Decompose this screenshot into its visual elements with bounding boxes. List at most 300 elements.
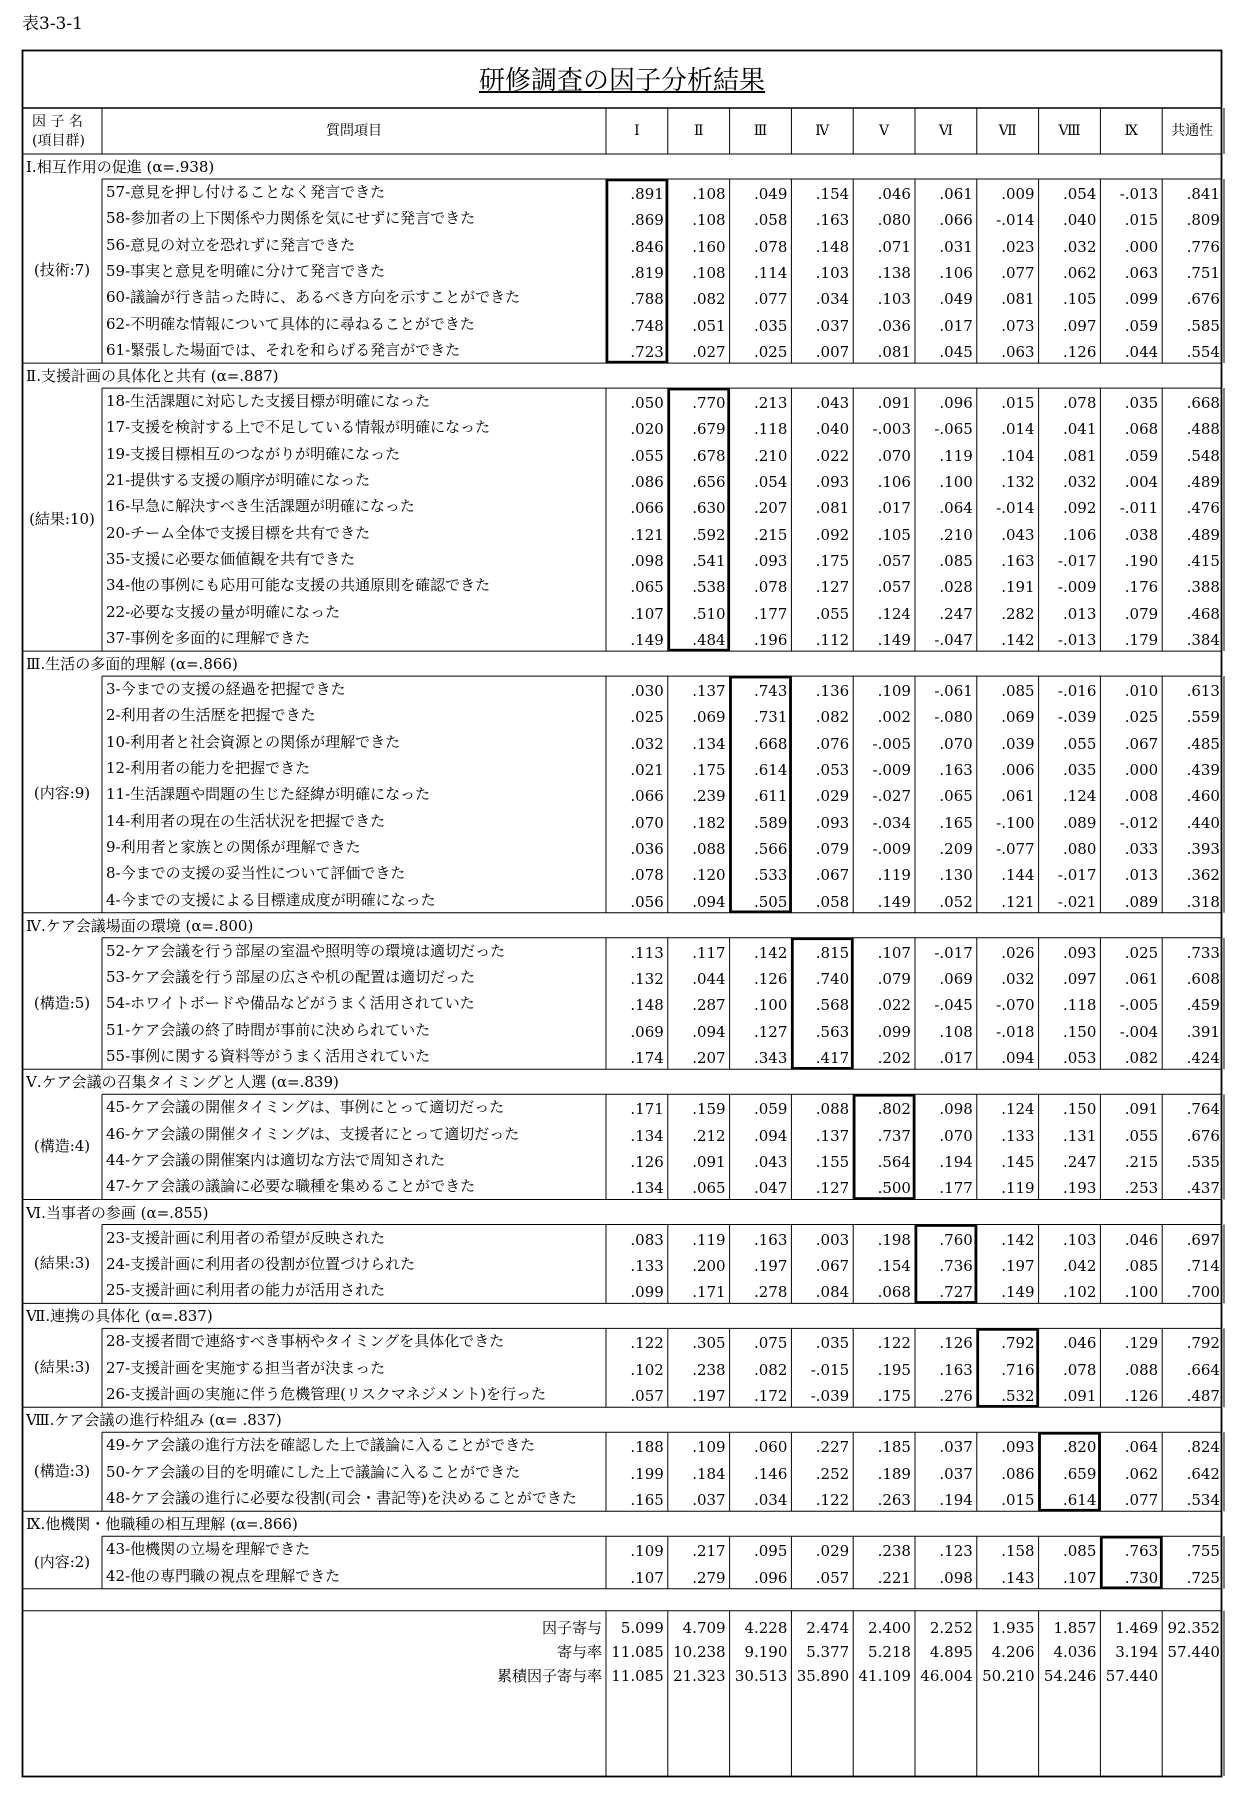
- loading-value: .676: [1186, 1126, 1220, 1145]
- loading-value: .238: [877, 1542, 911, 1561]
- loading-value: .079: [877, 970, 911, 989]
- loading-value: .305: [692, 1334, 726, 1353]
- loading-value: .062: [1124, 1464, 1159, 1483]
- loading-value: .415: [1186, 551, 1220, 570]
- loading-value: .820: [1062, 1438, 1097, 1457]
- summary-value: 1.469: [1115, 1618, 1159, 1637]
- loading-value: .015: [1001, 394, 1035, 413]
- loading-value: .082: [815, 708, 850, 727]
- summary-value: 4.895: [929, 1642, 973, 1661]
- loading-value: .489: [1186, 473, 1220, 491]
- loading-value: .089: [1124, 892, 1159, 911]
- loading-value: .021: [630, 761, 664, 779]
- loading-value: .089: [1062, 813, 1097, 832]
- question-item: 51-ケア会議の終了時間が事前に決められていた: [106, 1020, 431, 1039]
- loading-value: .548: [1186, 446, 1220, 465]
- loading-value: .144: [1001, 866, 1035, 885]
- loading-value: .052: [939, 892, 973, 911]
- group-category-4: (構造:5): [33, 993, 91, 1012]
- loading-value: .043: [753, 1152, 788, 1171]
- loading-value: -.045: [934, 996, 973, 1015]
- loading-value: .731: [753, 708, 788, 727]
- loading-value: .190: [1124, 551, 1159, 570]
- loading-value: .238: [692, 1360, 726, 1379]
- summary-value: 11.085: [611, 1666, 664, 1685]
- question-item: 26-支援計画の実施に伴う危機管理(リスクマネジメント)を行った: [106, 1385, 547, 1403]
- loading-value: .134: [692, 734, 726, 753]
- loading-value: .163: [815, 211, 850, 230]
- loading-value: .045: [939, 342, 973, 361]
- loading-value: .148: [630, 996, 664, 1015]
- loading-value: .614: [1062, 1490, 1097, 1509]
- header-communality: 共通性: [1171, 123, 1214, 139]
- loading-value: .043: [1001, 525, 1035, 544]
- loading-value: -.003: [872, 420, 911, 439]
- loading-value: .217: [692, 1542, 726, 1561]
- question-item: 27-支援計画を実施する担当者が決まった: [106, 1358, 386, 1377]
- loading-value: .069: [1001, 708, 1035, 727]
- loading-value: .055: [1124, 1126, 1159, 1145]
- loading-value: .207: [692, 1049, 726, 1067]
- loading-value: .047: [753, 1179, 788, 1198]
- loading-value: .057: [630, 1387, 664, 1405]
- loading-value: .081: [815, 499, 850, 518]
- group-title-7: Ⅶ.連携の具体化 (α=.837): [26, 1307, 213, 1326]
- loading-value: .174: [630, 1049, 664, 1067]
- loading-value: .137: [692, 682, 726, 701]
- question-item: 37-事例を多面的に理解できた: [106, 628, 311, 647]
- question-item: 48-ケア会議の進行に必要な役割(司会・書記等)を決めることができた: [106, 1488, 577, 1507]
- loading-value: .027: [692, 342, 726, 361]
- loading-value: .076: [815, 734, 850, 753]
- loading-value: .362: [1186, 866, 1220, 885]
- loading-value: .037: [939, 1464, 973, 1483]
- header-factor-name: 因 子 名: [32, 114, 83, 130]
- loading-value: .106: [939, 263, 973, 282]
- loading-value: .017: [939, 316, 973, 335]
- loading-value: .098: [939, 1568, 973, 1587]
- loading-value: .668: [753, 734, 788, 753]
- loading-value: .040: [1062, 211, 1097, 230]
- loading-value: .119: [939, 446, 973, 465]
- summary-label: 因子寄与: [541, 1618, 602, 1637]
- loading-value: .388: [1186, 578, 1220, 597]
- group-category-3: (内容:9): [33, 784, 91, 803]
- loading-value: -.080: [934, 708, 973, 727]
- loading-value: .723: [630, 342, 664, 361]
- loading-value: .044: [692, 970, 726, 989]
- group-title-2: Ⅱ.支援計画の具体化と共有 (α=.887): [26, 367, 279, 386]
- loading-value: .068: [877, 1283, 911, 1302]
- loading-value: .013: [1062, 604, 1097, 623]
- loading-value: .119: [692, 1230, 726, 1249]
- loading-value: .792: [1186, 1334, 1220, 1353]
- loading-value: .122: [630, 1334, 664, 1353]
- loading-value: .108: [939, 1022, 973, 1041]
- loading-value: .058: [815, 892, 850, 911]
- question-item: 45-ケア会議の開催タイミングは、事例にとって適切だった: [106, 1098, 505, 1117]
- loading-value: .025: [753, 342, 788, 361]
- loading-value: .057: [815, 1568, 850, 1587]
- loading-value: .059: [1124, 446, 1159, 465]
- loading-value: .014: [1001, 420, 1035, 439]
- loading-value: .318: [1186, 892, 1220, 911]
- loading-value: .088: [815, 1100, 850, 1119]
- question-item: 2-利用者の生活歴を把握できた: [106, 706, 316, 725]
- summary-value: 1.935: [991, 1618, 1035, 1637]
- question-item: 44-ケア会議の開催案内は適切な方法で周知された: [106, 1150, 446, 1169]
- loading-value: .064: [939, 499, 973, 518]
- question-item: 57-意見を押し付けることなく発言できた: [106, 183, 386, 201]
- loading-value: .092: [815, 525, 850, 544]
- loading-value: .215: [753, 525, 788, 544]
- summary-value: 57.440: [1105, 1666, 1159, 1685]
- loading-value: .253: [1124, 1179, 1159, 1198]
- loading-value: .085: [1124, 1256, 1159, 1275]
- loading-value: .100: [939, 473, 973, 491]
- loading-value: .459: [1186, 996, 1220, 1015]
- loading-value: .107: [877, 943, 911, 962]
- loading-value: .050: [630, 394, 664, 413]
- loading-value: .133: [630, 1256, 664, 1275]
- loading-value: .059: [753, 1100, 788, 1119]
- loading-value: .069: [630, 1022, 664, 1041]
- loading-value: .149: [630, 630, 664, 649]
- loading-value: .082: [753, 1360, 788, 1379]
- loading-value: .763: [1124, 1542, 1159, 1561]
- loading-value: .287: [692, 996, 726, 1015]
- loading-value: .119: [877, 866, 911, 885]
- loading-value: -.047: [934, 630, 973, 649]
- loading-value: .103: [815, 263, 850, 282]
- loading-value: -.017: [1057, 866, 1097, 885]
- loading-value: .127: [815, 1179, 850, 1198]
- loading-value: .032: [1062, 473, 1097, 491]
- loading-value: .097: [1062, 970, 1097, 989]
- summary-value: 5.377: [806, 1642, 850, 1661]
- loading-value: .163: [753, 1230, 788, 1249]
- loading-value: .037: [692, 1490, 726, 1509]
- loading-value: .160: [692, 237, 726, 256]
- factor-analysis-table: [22, 50, 1222, 1777]
- loading-value: .046: [1062, 1334, 1097, 1353]
- group-title-9: Ⅸ.他機関・他職種の相互理解 (α=.866): [26, 1515, 298, 1534]
- loading-value: .093: [815, 473, 850, 491]
- loading-value: .563: [815, 1022, 850, 1041]
- loading-value: .532: [1001, 1387, 1035, 1405]
- loading-value: .824: [1186, 1438, 1220, 1457]
- loading-value: .510: [692, 604, 726, 623]
- loading-value: .678: [692, 446, 726, 465]
- summary-value: 10.238: [673, 1642, 726, 1661]
- loading-value: .096: [939, 394, 973, 413]
- loading-value: .107: [1062, 1568, 1097, 1587]
- loading-value: .070: [630, 813, 664, 832]
- question-item: 3-今までの支援の経過を把握できた: [106, 680, 346, 699]
- question-item: 56-意見の対立を恐れずに発言できた: [106, 235, 356, 254]
- loading-value: .081: [1062, 446, 1097, 465]
- loading-value: .088: [692, 839, 726, 858]
- loading-value: .154: [877, 1256, 911, 1275]
- loading-value: .009: [1001, 185, 1035, 203]
- loading-value: .071: [877, 237, 911, 256]
- loading-value: .003: [815, 1230, 850, 1249]
- question-item: 52-ケア会議を行う部屋の室温や照明等の環境は適切だった: [106, 941, 506, 960]
- loading-value: .077: [753, 290, 788, 309]
- loading-value: .034: [753, 1490, 788, 1509]
- question-item: 10-利用者と社会資源との関係が理解できた: [106, 732, 401, 751]
- loading-value: .056: [630, 892, 664, 911]
- question-item: 62-不明確な情報について具体的に尋ねることができた: [106, 314, 475, 333]
- loading-value: .177: [753, 604, 788, 623]
- loading-value: .062: [1062, 263, 1097, 282]
- question-item: 23-支援計画に利用者の希望が反映された: [106, 1228, 386, 1247]
- loading-value: .819: [630, 263, 664, 282]
- loading-value: .589: [753, 813, 788, 832]
- loading-value: .188: [630, 1438, 664, 1457]
- loading-value: .008: [1124, 787, 1159, 806]
- loading-value: .566: [753, 839, 788, 858]
- loading-value: .439: [1186, 761, 1220, 779]
- question-item: 55-事例に関する資料等がうまく活用されていた: [106, 1047, 431, 1065]
- loading-value: .247: [939, 604, 973, 623]
- loading-value: .065: [692, 1179, 726, 1198]
- loading-value: .092: [1062, 499, 1097, 518]
- loading-value: .004: [1124, 473, 1159, 491]
- question-item: 12-利用者の能力を把握できた: [106, 759, 311, 777]
- loading-value: -.018: [996, 1022, 1035, 1041]
- loading-value: .476: [1186, 499, 1220, 518]
- loading-value: .725: [1186, 1568, 1220, 1587]
- loading-value: .121: [1001, 892, 1035, 911]
- loading-value: .036: [630, 839, 664, 858]
- loading-value: -.077: [996, 839, 1035, 858]
- loading-value: .163: [939, 1360, 973, 1379]
- loading-value: .792: [1001, 1334, 1035, 1353]
- loading-value: .078: [630, 866, 664, 885]
- loading-value: -.017: [1057, 551, 1097, 570]
- loading-value: .020: [630, 420, 664, 439]
- loading-value: .035: [753, 316, 788, 335]
- loading-value: .109: [692, 1438, 726, 1457]
- loading-value: .098: [939, 1100, 973, 1119]
- loading-value: .093: [1001, 1438, 1035, 1457]
- loading-value: .085: [1062, 1542, 1097, 1561]
- loading-value: .094: [692, 892, 726, 911]
- loading-value: .127: [753, 1022, 788, 1041]
- loading-value: .630: [692, 499, 726, 518]
- summary-value: 9.190: [744, 1642, 788, 1661]
- question-item: 28-支援者間で連絡すべき事柄やタイミングを具体化できた: [106, 1332, 505, 1351]
- summary-value: 5.218: [868, 1642, 911, 1661]
- loading-value: .051: [692, 316, 726, 335]
- loading-value: .098: [630, 551, 664, 570]
- loading-value: .078: [753, 578, 788, 597]
- loading-value: .013: [1124, 866, 1159, 885]
- loading-value: .054: [1062, 185, 1097, 203]
- loading-value: .032: [1001, 970, 1035, 989]
- loading-value: .700: [1186, 1283, 1220, 1302]
- loading-value: .053: [815, 761, 850, 779]
- loading-value: -.013: [1119, 185, 1159, 203]
- loading-value: .107: [630, 604, 664, 623]
- loading-value: .053: [1062, 1049, 1097, 1067]
- group-title-4: Ⅳ.ケア会議場面の環境 (α=.800): [26, 916, 254, 935]
- loading-value: .132: [630, 970, 664, 989]
- header-factor-8: Ⅷ: [1058, 123, 1081, 139]
- loading-value: -.009: [1057, 578, 1097, 597]
- loading-value: .000: [1124, 761, 1159, 779]
- loading-value: .505: [753, 892, 788, 911]
- loading-value: .142: [753, 943, 788, 962]
- loading-value: .118: [1062, 996, 1097, 1015]
- summary-value: 41.109: [858, 1666, 911, 1685]
- header-question: 質問項目: [326, 123, 382, 139]
- loading-value: .029: [815, 787, 850, 806]
- loading-value: .061: [1124, 970, 1159, 989]
- loading-value: .123: [939, 1542, 973, 1561]
- loading-value: .077: [1001, 263, 1035, 282]
- loading-value: .108: [692, 211, 726, 230]
- loading-value: .149: [877, 630, 911, 649]
- loading-value: -.039: [1057, 708, 1097, 727]
- question-item: 61-緊張した場面では、それを和らげる発言ができた: [106, 340, 461, 359]
- loading-value: .239: [692, 787, 726, 806]
- loading-value: .770: [692, 394, 726, 413]
- question-item: 21-提供する支援の順序が明確になった: [106, 471, 371, 489]
- loading-value: .002: [877, 708, 911, 727]
- table-title: 研修調査の因子分析結果: [478, 66, 765, 96]
- loading-value: .424: [1186, 1049, 1220, 1067]
- loading-value: .037: [939, 1438, 973, 1457]
- loading-value: .196: [753, 630, 788, 649]
- loading-value: .028: [939, 578, 973, 597]
- question-item: 53-ケア会議を行う部屋の広さや机の配置は適切だった: [106, 968, 476, 987]
- loading-value: .437: [1186, 1179, 1220, 1198]
- loading-value: .025: [1124, 708, 1159, 727]
- loading-value: .194: [939, 1152, 973, 1171]
- question-item: 46-ケア会議の開催タイミングは、支援者にとって適切だった: [106, 1124, 520, 1143]
- header-factor-7: Ⅶ: [998, 123, 1017, 139]
- question-item: 14-利用者の現在の生活状況を把握できた: [106, 811, 386, 830]
- loading-value: .017: [939, 1049, 973, 1067]
- loading-value: .175: [815, 551, 850, 570]
- loading-value: .102: [1062, 1283, 1097, 1302]
- question-item: 60-議論が行き詰った時に、あるべき方向を示すことができた: [106, 288, 521, 307]
- loading-value: .171: [630, 1100, 664, 1119]
- group-category-1: (技術:7): [33, 261, 91, 280]
- loading-value: .127: [815, 578, 850, 597]
- loading-value: .252: [815, 1464, 850, 1483]
- loading-value: .031: [939, 237, 973, 256]
- loading-value: .384: [1186, 630, 1220, 649]
- loading-value: .143: [1001, 1568, 1035, 1587]
- loading-value: -.015: [810, 1360, 850, 1379]
- loading-value: .034: [815, 290, 850, 309]
- loading-value: .061: [939, 185, 973, 203]
- loading-value: .172: [753, 1387, 788, 1405]
- header-factor-6: Ⅵ: [938, 123, 953, 139]
- loading-value: .163: [939, 761, 973, 779]
- loading-value: .213: [753, 394, 788, 413]
- summary-label: 寄与率: [556, 1642, 602, 1661]
- loading-value: .070: [877, 446, 911, 465]
- loading-value: .136: [815, 682, 850, 701]
- loading-value: .106: [1062, 525, 1097, 544]
- loading-value: .760: [939, 1230, 973, 1249]
- loading-value: .659: [1062, 1464, 1097, 1483]
- loading-value: .343: [753, 1049, 788, 1067]
- summary-value: 4.206: [991, 1642, 1035, 1661]
- loading-value: .113: [630, 943, 664, 962]
- loading-value: .263: [877, 1490, 911, 1509]
- header-factor-4: Ⅳ: [815, 123, 830, 139]
- loading-value: .154: [815, 185, 850, 203]
- summary-value: 46.004: [920, 1666, 973, 1685]
- loading-value: .460: [1186, 787, 1220, 806]
- loading-value: .097: [1062, 316, 1097, 335]
- loading-value: .171: [692, 1283, 726, 1302]
- loading-value: .176: [1124, 578, 1159, 597]
- group-category-6: (結果:3): [33, 1253, 91, 1272]
- loading-value: .109: [630, 1542, 664, 1561]
- loading-value: .468: [1186, 604, 1220, 623]
- loading-value: .802: [877, 1100, 911, 1119]
- loading-value: .022: [877, 996, 911, 1015]
- loading-value: .538: [692, 578, 726, 597]
- question-item: 25-支援計画に利用者の能力が活用された: [106, 1281, 386, 1300]
- loading-value: .846: [630, 237, 664, 256]
- loading-value: .030: [630, 682, 664, 701]
- loading-value: .025: [1124, 943, 1159, 962]
- loading-value: .015: [1124, 211, 1159, 230]
- loading-value: -.005: [1119, 996, 1159, 1015]
- loading-value: .197: [753, 1256, 788, 1275]
- loading-value: .091: [692, 1152, 726, 1171]
- loading-value: .134: [630, 1179, 664, 1198]
- group-title-8: Ⅷ.ケア会議の進行枠組み (α= .837): [26, 1411, 282, 1430]
- summary-value: 92.352: [1167, 1618, 1220, 1637]
- loading-value: .049: [753, 185, 788, 203]
- loading-value: .083: [630, 1230, 664, 1249]
- loading-value: .134: [630, 1126, 664, 1145]
- loading-value: .559: [1186, 708, 1220, 727]
- loading-value: -.039: [810, 1387, 850, 1405]
- loading-value: .099: [1124, 290, 1159, 309]
- loading-value: .126: [753, 970, 788, 989]
- loading-value: .066: [630, 499, 664, 518]
- loading-value: .120: [692, 866, 726, 885]
- summary-value: 4.036: [1053, 1642, 1097, 1661]
- loading-value: .068: [1124, 420, 1159, 439]
- loading-value: .184: [692, 1464, 726, 1483]
- question-item: 58-参加者の上下関係や力関係を気にせずに発言できた: [106, 209, 476, 228]
- summary-value: 4.228: [744, 1618, 788, 1637]
- loading-value: .079: [1124, 604, 1159, 623]
- loading-value: .642: [1186, 1464, 1220, 1483]
- loading-value: .391: [1186, 1022, 1220, 1041]
- loading-value: .841: [1186, 185, 1220, 203]
- loading-value: .592: [692, 525, 726, 544]
- loading-value: .067: [815, 1256, 850, 1275]
- loading-value: .067: [1124, 734, 1159, 753]
- loading-value: .086: [630, 473, 664, 491]
- loading-value: .554: [1186, 342, 1220, 361]
- group-title-6: Ⅵ.当事者の参画 (α=.855): [26, 1203, 209, 1222]
- loading-value: .124: [1001, 1100, 1035, 1119]
- loading-value: .193: [1062, 1179, 1097, 1198]
- loading-value: .088: [1124, 1360, 1159, 1379]
